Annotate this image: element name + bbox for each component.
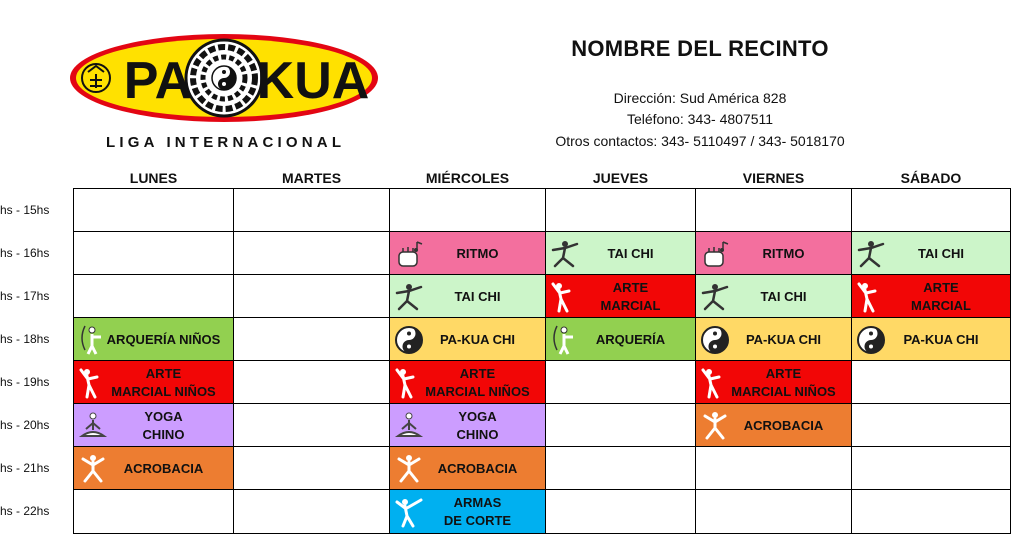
class-label: RITMO bbox=[762, 245, 805, 261]
class-label: ARMAS DE CORTE bbox=[443, 494, 512, 528]
class-cell bbox=[695, 317, 852, 362]
class-cell bbox=[545, 231, 696, 276]
class-label: ACROBACIA bbox=[123, 460, 204, 476]
class-cell bbox=[695, 360, 852, 405]
class-cell bbox=[73, 360, 234, 405]
class-cell bbox=[389, 489, 546, 534]
logo-subtitle: LIGA INTERNACIONAL bbox=[106, 134, 346, 151]
empty-cell bbox=[851, 446, 1011, 491]
class-label: ARQUERÍA bbox=[595, 331, 666, 347]
class-cell bbox=[695, 231, 852, 276]
time-slot-label: hs - 15hs bbox=[0, 203, 50, 217]
class-cell bbox=[851, 317, 1011, 362]
empty-cell bbox=[73, 274, 234, 319]
time-slot-label: hs - 16hs bbox=[0, 246, 50, 260]
class-cell bbox=[389, 317, 546, 362]
class-cell bbox=[695, 403, 852, 448]
empty-cell bbox=[233, 317, 390, 362]
empty-cell bbox=[545, 403, 696, 448]
class-label: ACROBACIA bbox=[437, 460, 518, 476]
class-label: ARTE MARCIAL bbox=[911, 279, 971, 313]
time-slot-label: hs - 20hs bbox=[0, 418, 50, 432]
svg-text:PA: PA bbox=[123, 52, 193, 110]
venue-title: NOMBRE DEL RECINTO bbox=[571, 36, 829, 61]
class-label: TAI CHI bbox=[454, 288, 501, 304]
empty-cell bbox=[695, 188, 852, 233]
taichi-figure-icon bbox=[699, 281, 731, 313]
time-slot-label: hs - 19hs bbox=[0, 375, 50, 389]
svg-text:KUA: KUA bbox=[256, 52, 370, 110]
time-slot-label: hs - 17hs bbox=[0, 289, 50, 303]
class-cell bbox=[73, 403, 234, 448]
empty-cell bbox=[851, 403, 1011, 448]
empty-cell bbox=[233, 231, 390, 276]
empty-cell bbox=[233, 188, 390, 233]
empty-cell bbox=[851, 360, 1011, 405]
archer-icon bbox=[77, 324, 109, 356]
venue-phone: Teléfono: 343- 4807511 bbox=[626, 111, 774, 127]
empty-cell bbox=[545, 360, 696, 405]
class-cell bbox=[545, 317, 696, 362]
empty-cell bbox=[695, 446, 852, 491]
class-cell bbox=[851, 231, 1011, 276]
taichi-figure-icon bbox=[393, 281, 425, 313]
empty-cell bbox=[73, 188, 234, 233]
class-label: PA-KUA CHI bbox=[903, 331, 979, 347]
class-cell bbox=[389, 446, 546, 491]
class-cell bbox=[73, 317, 234, 362]
empty-cell bbox=[851, 188, 1011, 233]
class-label: PA-KUA CHI bbox=[745, 331, 822, 347]
archer-icon bbox=[549, 324, 581, 356]
fist-music-icon bbox=[699, 238, 731, 270]
class-label: ACROBACIA bbox=[743, 417, 824, 433]
class-cell bbox=[73, 446, 234, 491]
taichi-figure-icon bbox=[855, 238, 887, 270]
yin-yang-icon bbox=[393, 324, 425, 356]
pakua-logo bbox=[68, 30, 384, 158]
empty-cell bbox=[233, 403, 390, 448]
class-label: ARTE MARCIAL NIÑOS bbox=[111, 365, 216, 399]
day-header: MARTES bbox=[281, 170, 342, 186]
venue-address: Dirección: Sud América 828 bbox=[613, 90, 787, 106]
martial-figure-icon bbox=[77, 367, 109, 399]
empty-cell bbox=[233, 446, 390, 491]
empty-cell bbox=[545, 446, 696, 491]
empty-cell bbox=[233, 489, 390, 534]
class-label: TAI CHI bbox=[760, 288, 807, 304]
class-label: PA-KUA CHI bbox=[439, 331, 516, 347]
martial-figure-icon bbox=[699, 367, 731, 399]
empty-cell bbox=[695, 489, 852, 534]
day-header: LUNES bbox=[129, 170, 178, 186]
class-label: YOGA CHINO bbox=[142, 408, 185, 442]
class-label: TAI CHI bbox=[607, 245, 654, 261]
class-cell bbox=[389, 231, 546, 276]
meditation-icon bbox=[393, 410, 425, 442]
day-header: JUEVES bbox=[592, 170, 649, 186]
acrobat-icon bbox=[393, 453, 425, 485]
yin-yang-icon bbox=[855, 324, 887, 356]
class-cell bbox=[851, 274, 1011, 319]
class-cell bbox=[695, 274, 852, 319]
time-slot-label: hs - 18hs bbox=[0, 332, 50, 346]
martial-figure-icon bbox=[393, 367, 425, 399]
fist-music-icon bbox=[393, 238, 425, 270]
time-slot-label: hs - 22hs bbox=[0, 504, 50, 518]
venue-other-contacts: Otros contactos: 343- 5110497 / 343- 5018170 bbox=[555, 133, 845, 149]
empty-cell bbox=[851, 489, 1011, 534]
empty-cell bbox=[545, 188, 696, 233]
empty-cell bbox=[73, 489, 234, 534]
class-label: ARTE MARCIAL NIÑOS bbox=[731, 365, 836, 399]
class-cell bbox=[389, 360, 546, 405]
acrobat-icon bbox=[77, 453, 109, 485]
empty-cell bbox=[545, 489, 696, 534]
pakua-emblem-icon bbox=[68, 32, 380, 124]
yin-yang-icon bbox=[699, 324, 731, 356]
day-header: VIERNES bbox=[742, 170, 805, 186]
martial-figure-icon bbox=[549, 281, 581, 313]
sword-figure-icon bbox=[393, 496, 425, 528]
class-cell bbox=[545, 274, 696, 319]
empty-cell bbox=[233, 360, 390, 405]
martial-figure-icon bbox=[855, 281, 887, 313]
class-label: ARTE MARCIAL bbox=[600, 279, 661, 313]
class-label: YOGA CHINO bbox=[456, 408, 499, 442]
empty-cell bbox=[73, 231, 234, 276]
class-label: TAI CHI bbox=[918, 245, 964, 261]
taichi-figure-icon bbox=[549, 238, 581, 270]
meditation-icon bbox=[77, 410, 109, 442]
class-label: RITMO bbox=[456, 245, 499, 261]
acrobat-icon bbox=[699, 410, 731, 442]
time-slot-label: hs - 21hs bbox=[0, 461, 50, 475]
day-header: SÁBADO bbox=[900, 170, 962, 186]
class-label: ARTE MARCIAL NIÑOS bbox=[425, 365, 530, 399]
class-label: ARQUERÍA NIÑOS bbox=[106, 331, 221, 347]
empty-cell bbox=[389, 188, 546, 233]
empty-cell bbox=[233, 274, 390, 319]
class-cell bbox=[389, 274, 546, 319]
day-header: MIÉRCOLES bbox=[425, 170, 510, 186]
class-cell bbox=[389, 403, 546, 448]
